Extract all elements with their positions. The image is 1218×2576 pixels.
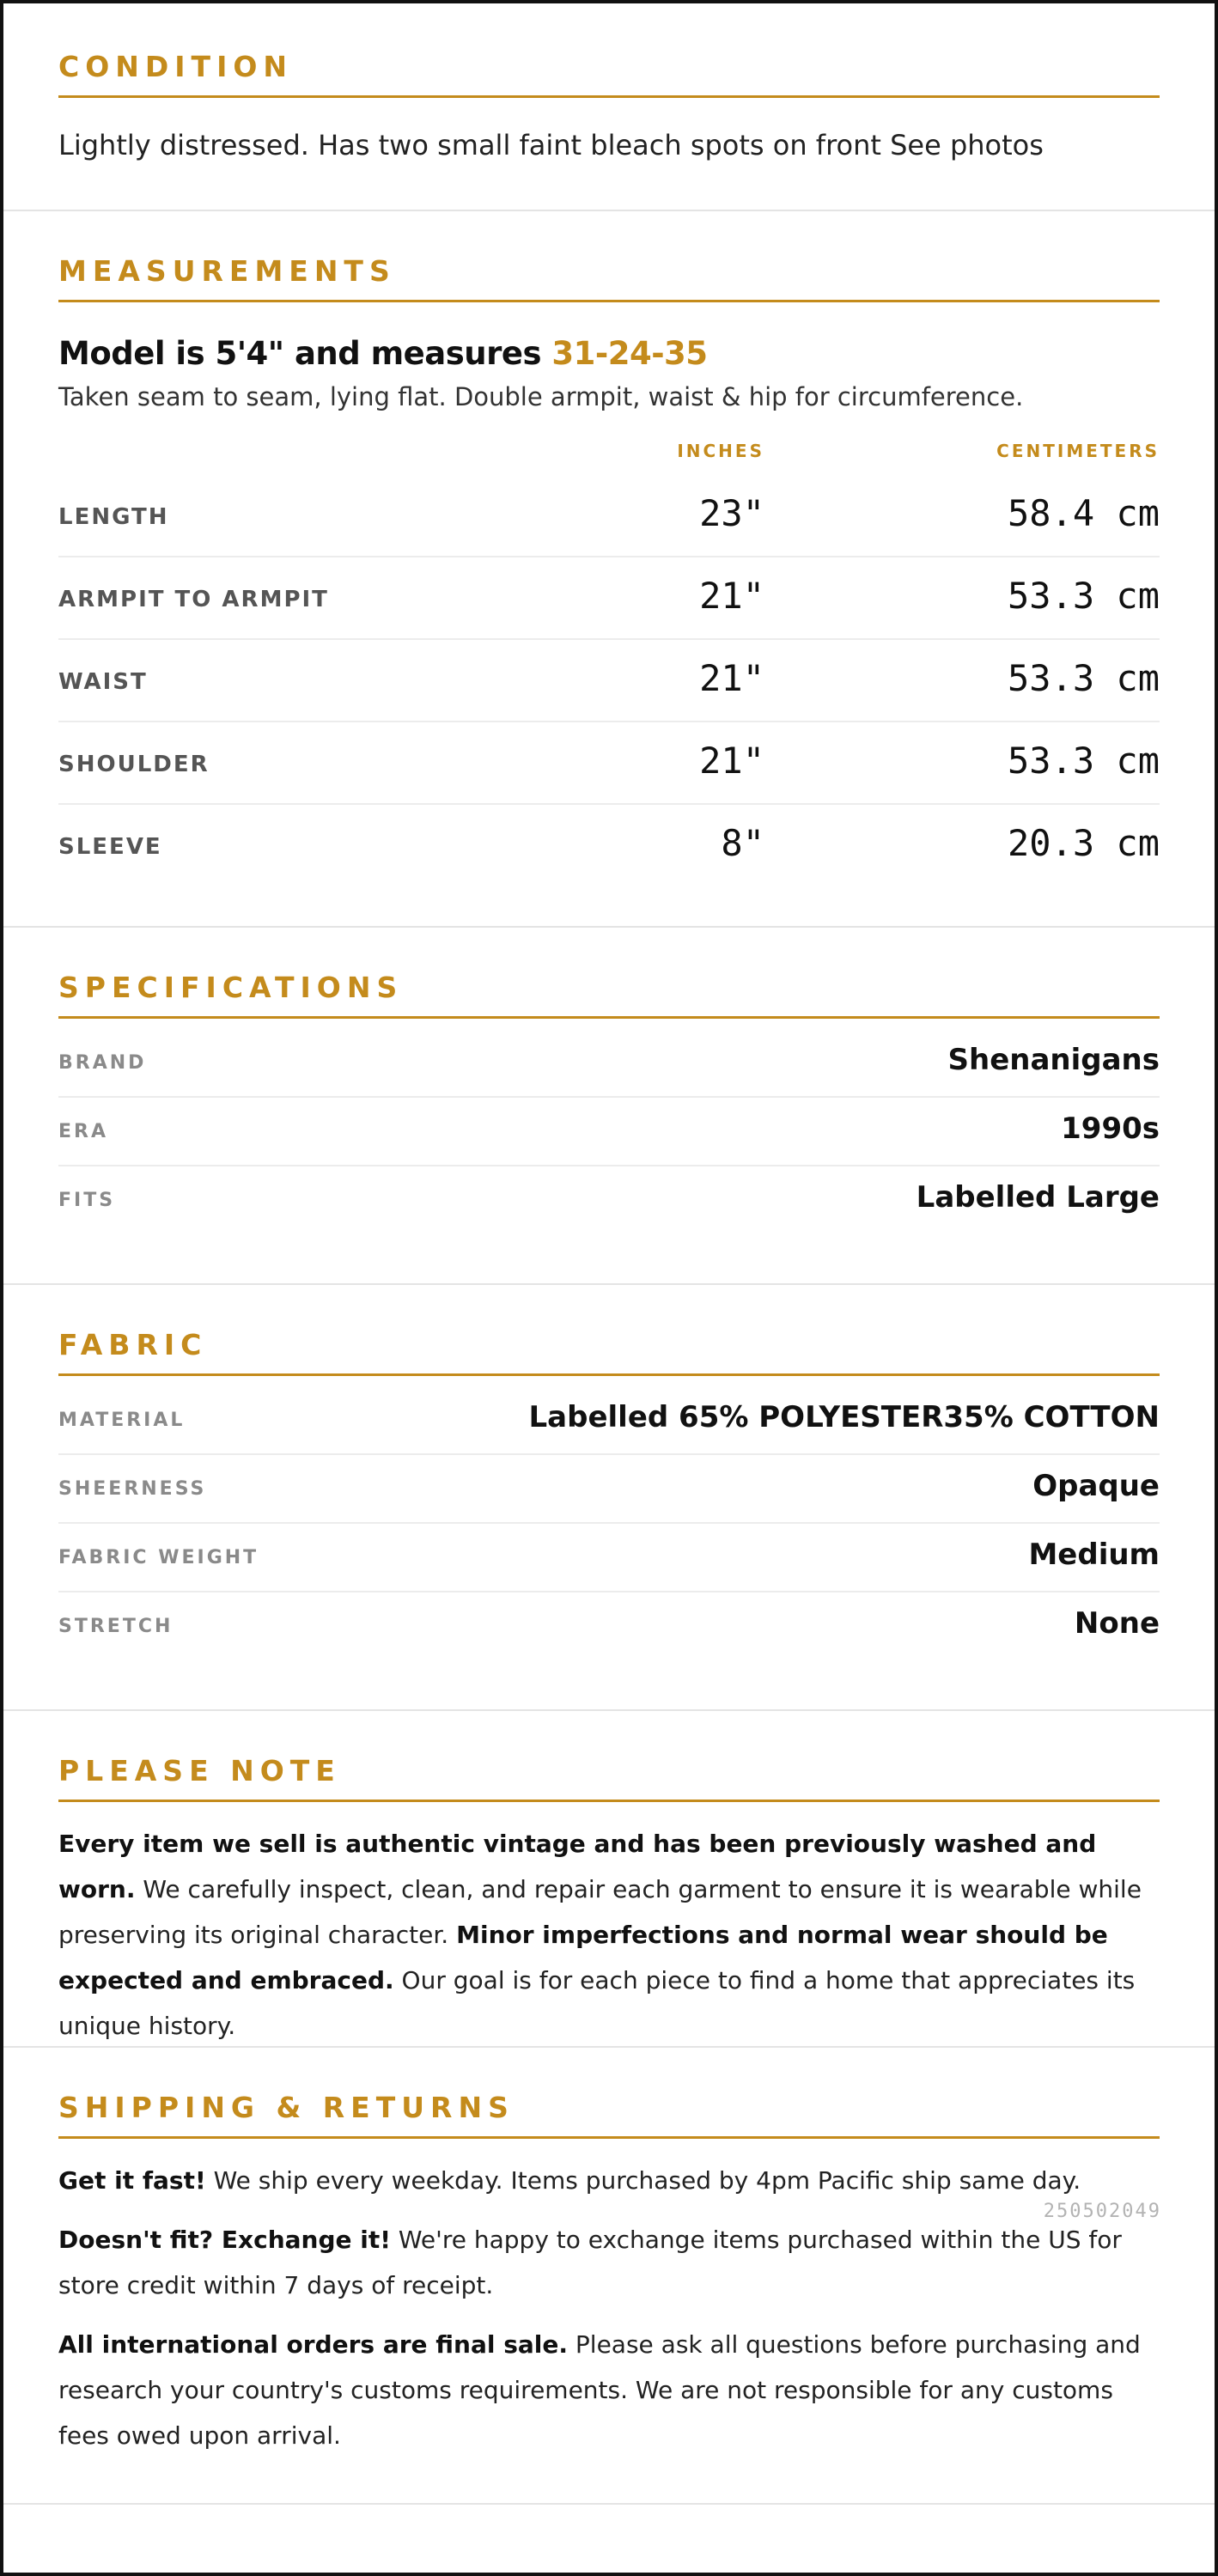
fabric-label: SHEERNESS bbox=[58, 1478, 207, 1500]
shipping-bold-2: Doesn't fit? Exchange it! bbox=[58, 2226, 391, 2254]
note-bold-1: Every item we sell is authentic vintage and has been previously washed and worn. bbox=[58, 1830, 1097, 1903]
fabric-section bbox=[3, 1285, 1215, 1711]
measurement-cm: 53.3 cm bbox=[1007, 740, 1160, 782]
column-header-inches: INCHES bbox=[677, 441, 764, 461]
list-item bbox=[58, 1098, 1160, 1166]
spec-label: ERA bbox=[58, 1121, 108, 1142]
shipping-bold-3: All international orders are final sale. bbox=[58, 2330, 569, 2359]
fabric-label: FABRIC WEIGHT bbox=[58, 1547, 259, 1568]
list-item bbox=[58, 1455, 1160, 1524]
table-row bbox=[58, 722, 1160, 805]
spec-label: BRAND bbox=[58, 1052, 147, 1074]
measurement-label: SHOULDER bbox=[58, 752, 210, 777]
model-prefix: Model is 5'4" and measures bbox=[58, 335, 552, 372]
fabric-value: Labelled 65% POLYESTER35% COTTON bbox=[528, 1400, 1160, 1434]
measurement-inches: 21" bbox=[699, 575, 764, 617]
spec-label: FITS bbox=[58, 1190, 116, 1211]
table-row bbox=[58, 805, 1160, 886]
please-note-section bbox=[3, 1711, 1215, 2048]
measurements-heading: MEASUREMENTS bbox=[58, 254, 1160, 302]
spec-value: Shenanigans bbox=[947, 1043, 1160, 1077]
measurement-inches: 23" bbox=[699, 492, 764, 534]
shipping-paragraph-2 bbox=[58, 2217, 1160, 2308]
shipping-bold-1: Get it fast! bbox=[58, 2166, 206, 2195]
measurements-section bbox=[3, 211, 1215, 928]
specifications-section bbox=[3, 928, 1215, 1285]
condition-text: Lightly distressed. Has two small faint bleach spots on front See photos bbox=[58, 129, 1044, 161]
fabric-label: MATERIAL bbox=[58, 1410, 186, 1431]
fabric-list bbox=[58, 1386, 1160, 1659]
fabric-value: Medium bbox=[1028, 1538, 1160, 1572]
measurement-cm: 53.3 cm bbox=[1007, 575, 1160, 617]
measurement-inches: 21" bbox=[699, 657, 764, 699]
fabric-label: STRETCH bbox=[58, 1616, 174, 1637]
fabric-value: Opaque bbox=[1032, 1469, 1160, 1503]
condition-heading: CONDITION bbox=[58, 50, 1160, 98]
measurement-inches: 8" bbox=[721, 822, 764, 864]
table-row bbox=[58, 640, 1160, 722]
model-measurements bbox=[58, 335, 1160, 372]
shipping-section bbox=[3, 2048, 1215, 2505]
list-item bbox=[58, 1386, 1160, 1455]
spec-value: Labelled Large bbox=[916, 1180, 1160, 1215]
column-header-centimeters: CENTIMETERS bbox=[996, 441, 1160, 461]
measurement-note: Taken seam to seam, lying flat. Double armpit, waist & hip for circumference. bbox=[58, 382, 1024, 411]
shipping-text-3: Please ask all questions before purchasing and research your country's customs requirements. We are not responsible for any customs fees owed upon arrival. bbox=[58, 2330, 1141, 2450]
measurement-label: WAIST bbox=[58, 669, 148, 695]
fabric-value: None bbox=[1074, 1606, 1160, 1641]
list-item bbox=[58, 1166, 1160, 1233]
measurements-table-header bbox=[58, 441, 1160, 475]
measurement-cm: 53.3 cm bbox=[1007, 657, 1160, 699]
model-measures-value: 31-24-35 bbox=[551, 335, 708, 372]
note-bold-2: Minor imperfections and normal wear should be expected and embraced. bbox=[58, 1921, 1108, 1994]
measurement-cm: 58.4 cm bbox=[1007, 492, 1160, 534]
note-text-1: We carefully inspect, clean, and repair each garment to ensure it is wearable while preserving its original character. bbox=[58, 1875, 1142, 1949]
please-note-heading: PLEASE NOTE bbox=[58, 1754, 1160, 1802]
shipping-text-1: We ship every weekday. Items purchased by 4pm Pacific ship same day. bbox=[205, 2166, 1081, 2195]
measurement-label: LENGTH bbox=[58, 504, 169, 530]
measurement-inches: 21" bbox=[699, 740, 764, 782]
specifications-list bbox=[58, 1029, 1160, 1233]
note-text-2: Our goal is for each piece to find a home that appreciates its unique history. bbox=[58, 1966, 1136, 2040]
shipping-text-2: We're happy to exchange items purchased within the US for store credit within 7 days of receipt. bbox=[58, 2226, 1122, 2299]
list-item bbox=[58, 1592, 1160, 1659]
spec-value: 1990s bbox=[1061, 1111, 1160, 1146]
table-row bbox=[58, 557, 1160, 640]
item-code: 250502049 bbox=[1043, 2201, 1161, 2222]
please-note-text bbox=[58, 1821, 1160, 2049]
measurements-table bbox=[58, 441, 1160, 886]
list-item bbox=[58, 1029, 1160, 1098]
measurement-cm: 20.3 cm bbox=[1007, 822, 1160, 864]
measurement-label: ARMPIT TO ARMPIT bbox=[58, 587, 329, 612]
shipping-paragraph-3 bbox=[58, 2322, 1160, 2458]
table-row bbox=[58, 475, 1160, 557]
shipping-paragraph-1 bbox=[58, 2158, 1160, 2203]
measurement-label: SLEEVE bbox=[58, 834, 162, 860]
list-item bbox=[58, 1524, 1160, 1592]
specifications-heading: SPECIFICATIONS bbox=[58, 971, 1160, 1019]
fabric-heading: FABRIC bbox=[58, 1328, 1160, 1376]
condition-section bbox=[3, 3, 1215, 211]
shipping-heading: SHIPPING & RETURNS bbox=[58, 2091, 1160, 2139]
